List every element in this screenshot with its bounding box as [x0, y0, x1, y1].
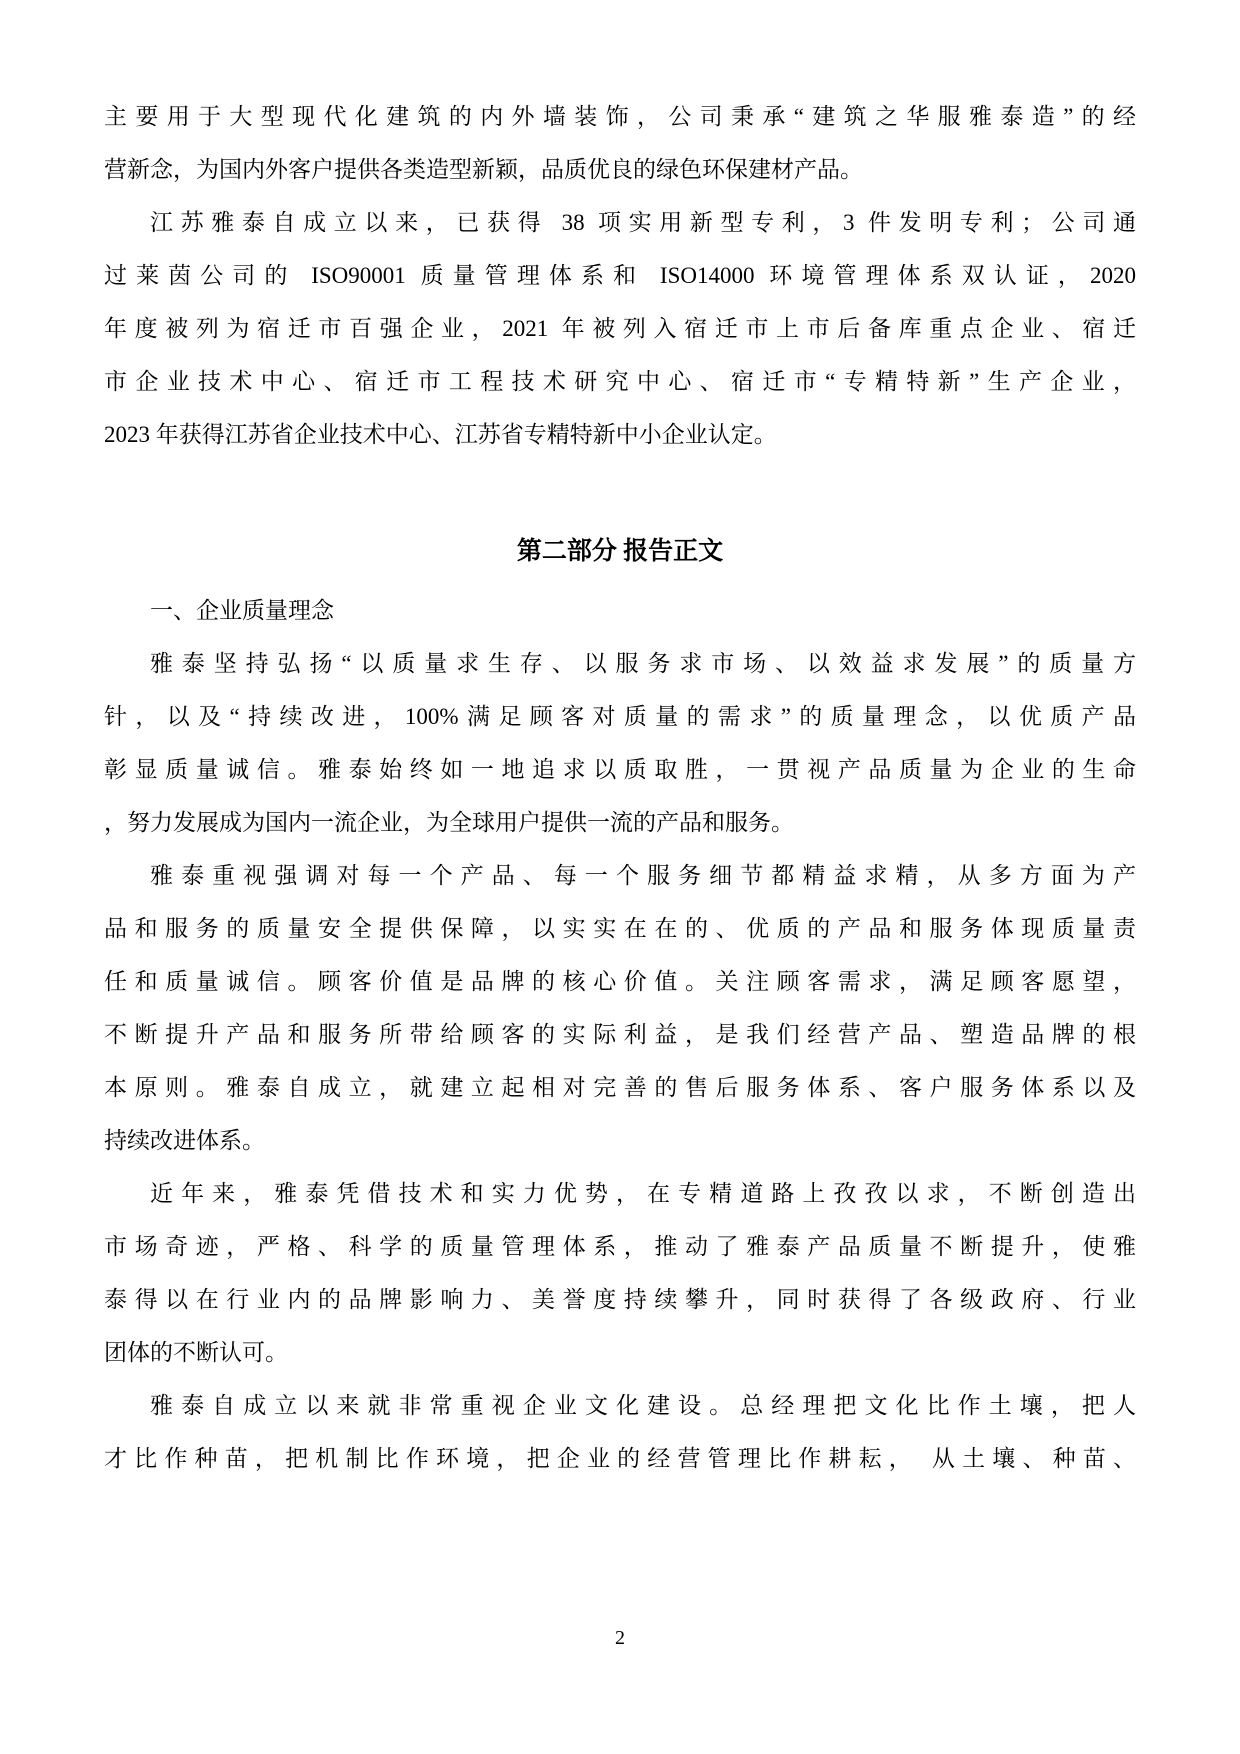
subsection-title: 一、企业质量理念	[150, 598, 334, 623]
text-line: 品和服务的质量安全提供保障，以实实在在的、优质的产品和服务体现质量责	[104, 916, 1136, 941]
paragraph-culture	[104, 1379, 1136, 1485]
text-line: 才比作种苗，把机制比作环境，把企业的经营管理比作耕耘， 从土壤、种苗、	[104, 1446, 1136, 1471]
text-line: 针，以及“持续改进，100%满足顾客对质量的需求”的质量理念，以优质产品	[104, 704, 1136, 729]
text-line: 过莱茵公司的 ISO90001 质量管理体系和 ISO14000 环境管理体系双认证，2020	[104, 263, 1136, 288]
text-line: 近年来，雅泰凭借技术和实力优势，在专精道路上孜孜以求，不断创造出	[150, 1181, 1136, 1206]
page-number: 2	[615, 1627, 625, 1649]
text-line: 主要用于大型现代化建筑的内外墙装饰，公司秉承“建筑之华服雅泰造”的经	[104, 104, 1136, 129]
text-line: 江苏雅泰自成立以来，已获得 38 项实用新型专利，3 件发明专利；公司通	[150, 210, 1136, 235]
text-line: 不断提升产品和服务所带给顾客的实际利益，是我们经营产品、塑造品牌的根	[104, 1022, 1136, 1047]
text-line: 雅泰自成立以来就非常重视企业文化建设。总经理把文化比作土壤，把人	[150, 1393, 1136, 1418]
text-line: 市企业技术中心、宿迁市工程技术研究中心、宿迁市“专精特新”生产企业，	[104, 369, 1136, 394]
paragraph-recent-years	[104, 1167, 1136, 1379]
paragraph-quality-commitment	[104, 849, 1136, 1167]
text-line: ，努力发展成为国内一流企业，为全球用户提供一流的产品和服务。	[104, 810, 794, 835]
text-line: 持续改进体系。	[104, 1128, 265, 1153]
paragraph-quality-policy	[104, 637, 1136, 849]
section-heading: 第二部分 报告正文	[516, 538, 724, 565]
text-line: 泰得以在行业内的品牌影响力、美誉度持续攀升，同时获得了各级政府、行业	[104, 1287, 1136, 1312]
text-line: 雅泰坚持弘扬“以质量求生存、以服务求市场、以效益求发展”的质量方	[150, 651, 1136, 676]
text-line: 营新念，为国内外客户提供各类造型新颖，品质优良的绿色环保建材产品。	[104, 157, 863, 182]
text-line: 2023 年获得江苏省企业技术中心、江苏省专精特新中小企业认定。	[104, 422, 777, 447]
text-line: 本原则。雅泰自成立，就建立起相对完善的售后服务体系、客户服务体系以及	[104, 1075, 1136, 1100]
text-line: 任和质量诚信。顾客价值是品牌的核心价值。关注顾客需求，满足顾客愿望，	[104, 969, 1136, 994]
text-line: 年度被列为宿迁市百强企业，2021 年被列入宿迁市上市后备库重点企业、宿迁	[104, 316, 1136, 341]
text-line: 彰显质量诚信。雅泰始终如一地追求以质取胜，一贯视产品质量为企业的生命	[104, 757, 1136, 782]
text-line: 市场奇迹，严格、科学的质量管理体系，推动了雅泰产品质量不断提升，使雅	[104, 1234, 1136, 1259]
text-line: 团体的不断认可。	[104, 1340, 288, 1365]
paragraph-intro-continuation	[104, 90, 1136, 196]
paragraph-company-achievements	[104, 196, 1136, 461]
text-line: 雅泰重视强调对每一个产品、每一个服务细节都精益求精，从多方面为产	[150, 863, 1136, 888]
